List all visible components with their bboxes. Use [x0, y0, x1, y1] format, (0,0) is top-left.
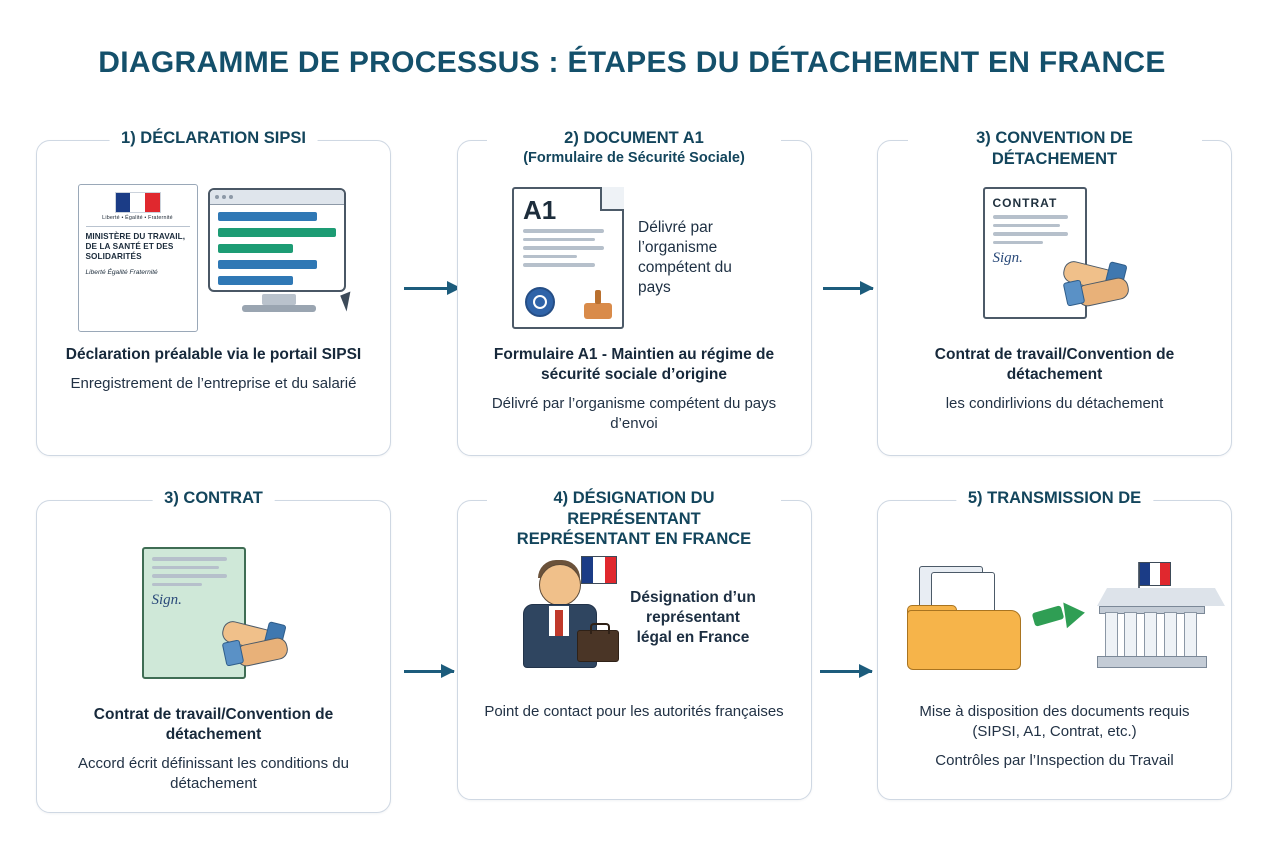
- document-label: CONTRAT: [992, 196, 1058, 210]
- seal-icon: [525, 287, 555, 317]
- card-title: 3) CONVENTION DE DÉTACHEMENT: [908, 128, 1202, 169]
- signature-text: Sign.: [992, 250, 1023, 267]
- signature-text: Sign.: [151, 592, 182, 609]
- card-description: Point de contact pour les autorités françaises: [484, 703, 784, 720]
- handshake-icon: [1063, 261, 1135, 309]
- card-illustration: [509, 543, 759, 693]
- card-lead-text: Déclaration préalable via le portail SIPSI: [65, 346, 362, 363]
- card-title: 3) CONTRAT: [152, 488, 275, 509]
- briefcase-icon: [577, 630, 619, 662]
- card-illustration: [78, 183, 350, 333]
- card-title-main: 2) DOCUMENT A1: [564, 129, 704, 147]
- card-title: [487, 128, 781, 167]
- card-description-secondary: Contrôles par l’Inspection du Travail: [935, 751, 1174, 769]
- card-lead-text: Contrat de travail/Convention de détachement: [934, 346, 1175, 384]
- ministry-logo-icon: [78, 184, 198, 332]
- card-lead-text: Formulaire A1 - Maintien au régime de sécurité sociale d’origine: [493, 346, 775, 384]
- computer-monitor-icon: [208, 188, 350, 328]
- ministry-devise-text: Liberté Égalité Fraternité: [85, 269, 158, 277]
- france-flag-icon: [1139, 562, 1171, 586]
- card-side-note: Désignation d’un représentant légal en France: [630, 588, 756, 647]
- mouse-cursor-icon: [340, 292, 357, 312]
- card-contrat: [36, 489, 391, 813]
- card-description: Accord écrit définissant les conditions du détachement: [78, 755, 349, 793]
- card-side-note: Délivré par l’organisme compétent du pays: [638, 218, 732, 297]
- cards-row-1: [36, 129, 1232, 456]
- ministry-name-text: MINISTÈRE DU TRAVAIL, DE LA SANTÉ ET DES SOLIDARITÉS: [85, 232, 186, 262]
- card-document-a1: [457, 129, 812, 456]
- card-description: Délivré par l’organisme compétent du pays d’envoi: [491, 395, 777, 433]
- card-description: Enregistrement de l’entreprise et du salarié: [70, 375, 357, 393]
- government-building-icon: [1095, 562, 1207, 674]
- document-label: A1: [523, 195, 557, 225]
- france-flag-icon: [581, 556, 617, 584]
- card-subtitle: (Formulaire de Sécurité Sociale): [523, 149, 745, 166]
- card-title: 1) DÉCLARATION SIPSI: [109, 128, 318, 149]
- card-illustration: [975, 183, 1135, 333]
- green-arrow-icon: [1033, 595, 1085, 641]
- card-illustration: [134, 543, 294, 693]
- card-description: les condirlivions du détachement: [945, 395, 1164, 413]
- cards-grid: [36, 129, 1232, 813]
- page-title: DIAGRAMME DE PROCESSUS : ÉTAPES DU DÉTACHEMENT EN FRANCE: [98, 46, 1166, 79]
- handshake-icon: [222, 621, 294, 669]
- france-flag-icon: [115, 192, 161, 213]
- stamp-icon: [584, 303, 612, 319]
- card-illustration: [512, 183, 756, 333]
- ministry-marianne-text: Liberté • Égalité • Fraternité: [102, 215, 173, 221]
- card-convention-detachement: [877, 129, 1232, 456]
- document-a1-icon: [512, 187, 624, 329]
- card-designation-representant: [457, 489, 812, 800]
- folder-documents-icon: [903, 566, 1023, 670]
- card-description: Mise à disposition des documents requis (SIPSI, A1, Contrat, etc.): [919, 703, 1190, 740]
- card-declaration-sipsi: [36, 129, 391, 456]
- card-title: 5) TRANSMISSION DE: [956, 488, 1153, 509]
- card-title: 4) DÉSIGNATION DU REPRÉSENTANT REPRÉSENTANT EN FRANCE: [487, 488, 781, 550]
- card-transmission: [877, 489, 1232, 800]
- businessperson-icon: [509, 556, 613, 680]
- card-lead-text: Contrat de travail/Convention de détachement: [93, 706, 334, 744]
- card-illustration: [903, 543, 1207, 693]
- cards-row-2: [36, 489, 1232, 813]
